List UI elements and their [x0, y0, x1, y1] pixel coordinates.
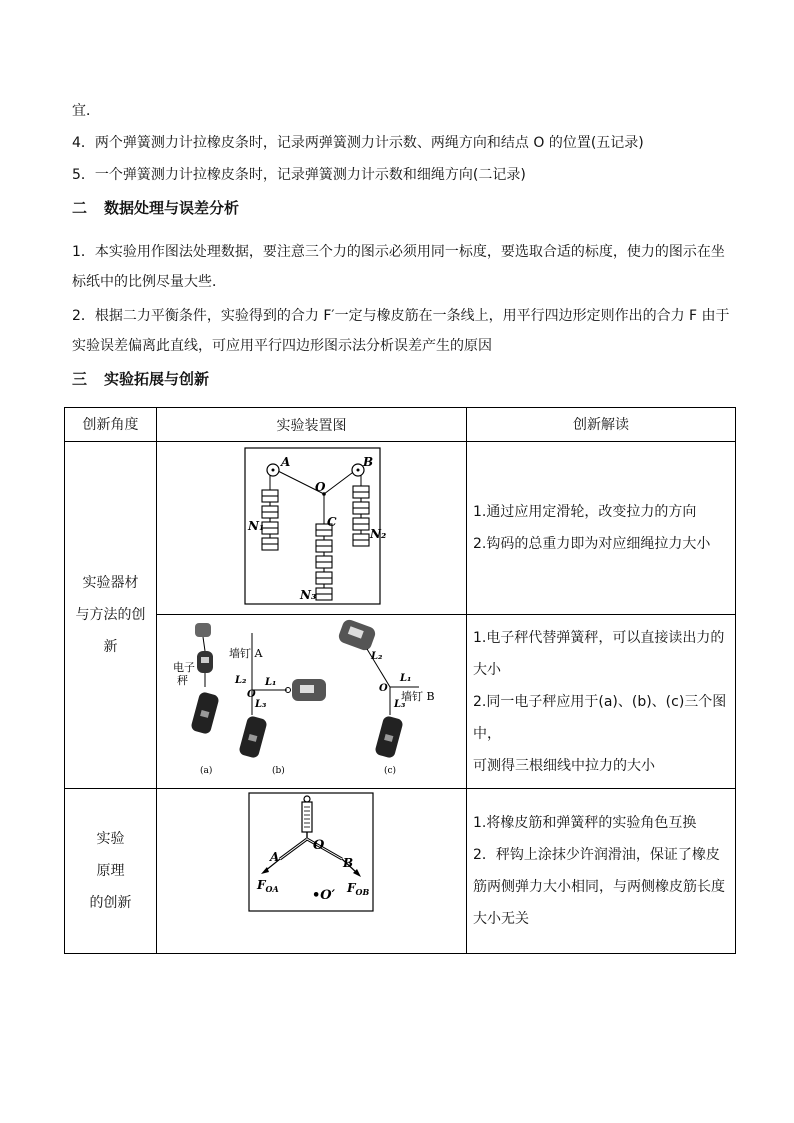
- section-2-p2b: 实验误差偏离此直线，可应用平行四边形图示法分析误差产生的原因: [72, 338, 492, 354]
- interpretation-cell-principle: [467, 789, 736, 954]
- interpretation-cell-pulley: [467, 442, 736, 615]
- innovation-table: [64, 407, 736, 954]
- pulley-apparatus-diagram: [157, 442, 466, 610]
- angle-text: 与方法的创: [75, 607, 146, 623]
- label-a: A: [281, 455, 291, 469]
- interpretation-cell-electronic-scale: [467, 615, 736, 789]
- label-scale-l2: 秤: [177, 674, 188, 687]
- label-foa: $F_{OA}$: [257, 878, 279, 894]
- angle-text: 新: [103, 639, 118, 655]
- weights-n3-icon: [316, 524, 332, 600]
- label-nail-b: 墙钉 B: [401, 690, 435, 703]
- setup-a-icon: [173, 623, 220, 776]
- angle-text: 的创新: [89, 895, 132, 911]
- section-2-heading: [72, 198, 239, 218]
- section-3-title: 实验拓展与创新: [104, 370, 210, 388]
- section-2-p2a: 2．根据二力平衡条件，实验得到的合力 F′一定与橡皮筋在一条线上，用平行四边形定则作出的合力 F 由于: [72, 308, 730, 324]
- section-3-heading: [72, 369, 209, 389]
- spring-scale-icon: [302, 802, 312, 832]
- label-scale-l1: 电子: [173, 661, 195, 674]
- interpretation-line: 可测得三根细线中拉力的大小: [473, 757, 655, 774]
- caption-a: (a): [200, 766, 213, 776]
- angle-text: 原理: [96, 863, 125, 879]
- interpretation-line: 大小无关: [473, 911, 529, 927]
- label-l2-c: L₂: [371, 651, 383, 662]
- apparatus-cell-pulley: [157, 442, 467, 615]
- section-3-number: 三: [72, 370, 88, 388]
- label-o: O: [313, 838, 325, 853]
- label-n1: N₁: [248, 519, 265, 533]
- label-c: C: [327, 515, 337, 529]
- setup-b-icon: [229, 633, 326, 776]
- label-b: B: [363, 455, 374, 469]
- section-2-p1a: 1．本实验用作图法处理数据，要注意三个力的图示必须用同一标度，要选取合适的标度，使力的图示在坐: [72, 244, 725, 260]
- interpretation-line: 1.电子秤代替弹簧秤，可以直接读出力的: [473, 629, 725, 646]
- interpretation-line: 1.将橡皮筋和弹簧秤的实验角色互换: [473, 815, 697, 831]
- interpretation-line: 1.通过应用定滑轮，改变拉力的方向: [473, 504, 697, 520]
- label-l3-c: L₃: [394, 699, 406, 710]
- interpretation-line: 大小: [473, 661, 501, 678]
- electronic-scale-diagram: [157, 615, 466, 784]
- header-angle: 创新角度: [65, 408, 157, 442]
- apparatus-cell-electronic-scale: [157, 615, 467, 789]
- apparatus-cell-principle: [157, 789, 467, 954]
- label-nail-a: 墙钉 A: [229, 647, 263, 660]
- interpretation-line: 2．秤钩上涂抹少许润滑油，保证了橡皮: [473, 847, 720, 863]
- table-row: [65, 442, 736, 615]
- label-a: A: [270, 850, 280, 864]
- label-l1-b: L₁: [265, 677, 277, 688]
- interpretation-line: 2.钩码的总重力即为对应细绳拉力大小: [473, 536, 711, 552]
- label-n2: N₂: [370, 527, 387, 541]
- interpretation-line: 2.同一电子秤应用于(a)、(b)、(c)三个图中，: [473, 693, 727, 742]
- intro-line-1: 4．两个弹簧测力计拉橡皮条时，记录两弹簧测力计示数、两绳方向和结点 O 的位置(五记录): [72, 135, 644, 151]
- angle-cell-equipment: [65, 442, 157, 789]
- label-o-prime: •O′: [312, 888, 336, 903]
- intro-line-0: 宜．: [72, 103, 100, 119]
- table-row: [65, 789, 736, 954]
- interpretation-line: 筋两侧弹力大小相同，与两侧橡皮筋长度: [473, 879, 725, 895]
- label-l2-b: L₂: [235, 675, 247, 686]
- table-row: [65, 615, 736, 789]
- table-header-row: [65, 408, 736, 442]
- section-2-p1b: 标纸中的比例尽量大些．: [72, 274, 226, 290]
- label-o-b: O: [247, 689, 256, 700]
- label-l3-b: L₃: [255, 699, 267, 710]
- setup-c-icon: [337, 618, 435, 776]
- label-b: B: [343, 856, 354, 870]
- intro-line-2: 5．一个弹簧测力计拉橡皮条时，记录弹簧测力计示数和细绳方向(二记录): [72, 167, 526, 183]
- label-o: O: [315, 480, 326, 494]
- caption-b: (b): [272, 766, 285, 776]
- caption-c: (c): [384, 766, 397, 776]
- label-fob: $F_{OB}$: [347, 881, 370, 897]
- label-l1-c: L₁: [400, 673, 412, 684]
- angle-cell-principle: [65, 789, 157, 954]
- rubber-band-diagram: [157, 789, 466, 949]
- label-o-c: O: [379, 683, 388, 694]
- header-apparatus: 实验装置图: [157, 408, 467, 442]
- section-2-title: 数据处理与误差分析: [104, 199, 240, 217]
- label-n3: N₃: [300, 588, 317, 602]
- angle-text: 实验: [96, 831, 125, 847]
- angle-text: 实验器材: [82, 575, 139, 591]
- section-2-number: 二: [72, 199, 88, 217]
- header-interpretation: 创新解读: [467, 408, 736, 442]
